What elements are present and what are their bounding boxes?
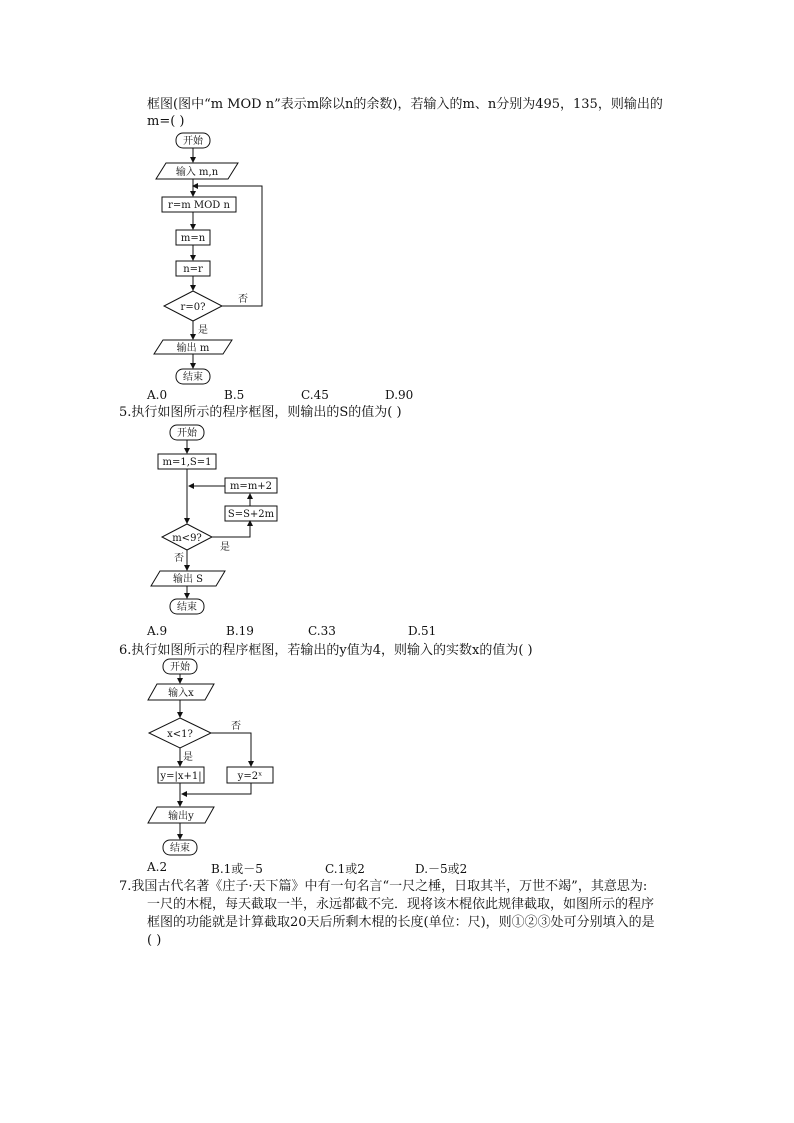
q4-yes-label: 是 bbox=[198, 325, 208, 336]
q6-no-label: 否 bbox=[231, 721, 241, 732]
q6-end-label: 结束 bbox=[170, 843, 190, 854]
q6-option-c: C.1或2 bbox=[325, 862, 365, 876]
q5-no-label: 否 bbox=[174, 553, 184, 564]
q4-output-label: 输出 m bbox=[176, 343, 210, 354]
q5-output-label: 输出 S bbox=[172, 574, 204, 585]
q6-option-d: D.－5或2 bbox=[415, 862, 468, 876]
q6-output-label: 输出y bbox=[168, 811, 194, 822]
q7-stem-line4: ( ) bbox=[147, 933, 162, 948]
q5-option-c: C.33 bbox=[308, 624, 336, 638]
q4-start-label: 开始 bbox=[183, 136, 203, 147]
q7-stem-line2: 一尺的木棍，每天截取一半，永远都截不完．现将该木棍依此规律截取，如图所示的程序 bbox=[147, 897, 655, 912]
q7-stem-line1: 7.我国古代名著《庄子·天下篇》中有一句名言“一尺之棰，日取其半，万世不竭”，其意思为: bbox=[119, 879, 648, 894]
q6-option-a: A.2 bbox=[147, 860, 168, 874]
q5-init-label: m=1,S=1 bbox=[162, 457, 212, 468]
q5-stepB-label: S=S+2m bbox=[227, 509, 275, 520]
q4-option-a: A.0 bbox=[147, 388, 168, 402]
q6-yes-label: 是 bbox=[183, 752, 193, 763]
q5-option-b: B.19 bbox=[226, 624, 254, 638]
q4-step2-label: m=n bbox=[180, 233, 206, 244]
q6-left-label: y=|x+1| bbox=[160, 771, 202, 782]
q4-option-d: D.90 bbox=[385, 388, 414, 402]
q5-stepA-label: m=m+2 bbox=[229, 481, 273, 492]
q4-input-label: 输入 m,n bbox=[175, 167, 219, 178]
q5-yes-label: 是 bbox=[220, 542, 230, 553]
q6-start-label: 开始 bbox=[170, 662, 190, 673]
q6-input-label: 输入x bbox=[168, 688, 194, 699]
q5-start-label: 开始 bbox=[177, 428, 197, 439]
q5-stem-line1: 5.执行如图所示的程序框图，则输出的S的值为( ) bbox=[119, 405, 402, 420]
q4-no-label: 否 bbox=[238, 294, 248, 305]
q4-stem-line2: m=( ) bbox=[147, 114, 185, 129]
q6-cond-label: x<1? bbox=[167, 729, 193, 740]
q4-end-label: 结束 bbox=[183, 372, 203, 383]
q6-stem-line1: 6.执行如图所示的程序框图，若输出的y值为4，则输入的实数x的值为( ) bbox=[119, 643, 533, 658]
q4-stem-line1: 框图(图中“m MOD n”表示m除以n的余数)，若输入的m、n分别为495，135，则输出的 bbox=[147, 97, 663, 112]
q6-right-label: y=2ˣ bbox=[237, 771, 263, 782]
q6-option-b: B.1或－5 bbox=[211, 862, 263, 876]
q5-option-d: D.51 bbox=[408, 624, 437, 638]
q5-option-a: A.9 bbox=[147, 624, 168, 638]
q5-cond-label: m<9? bbox=[172, 533, 202, 544]
q4-option-c: C.45 bbox=[301, 388, 329, 402]
q4-step1-label: r=m MOD n bbox=[168, 200, 230, 211]
q5-end-label: 结束 bbox=[177, 602, 197, 613]
q4-option-b: B.5 bbox=[224, 388, 245, 402]
q7-stem-line3: 框图的功能就是计算截取20天后所剩木棍的长度(单位：尺)，则①②③处可分别填入的是 bbox=[147, 915, 655, 930]
q4-step3-label: n=r bbox=[183, 264, 203, 275]
q4-cond-label: r=0? bbox=[180, 302, 206, 313]
